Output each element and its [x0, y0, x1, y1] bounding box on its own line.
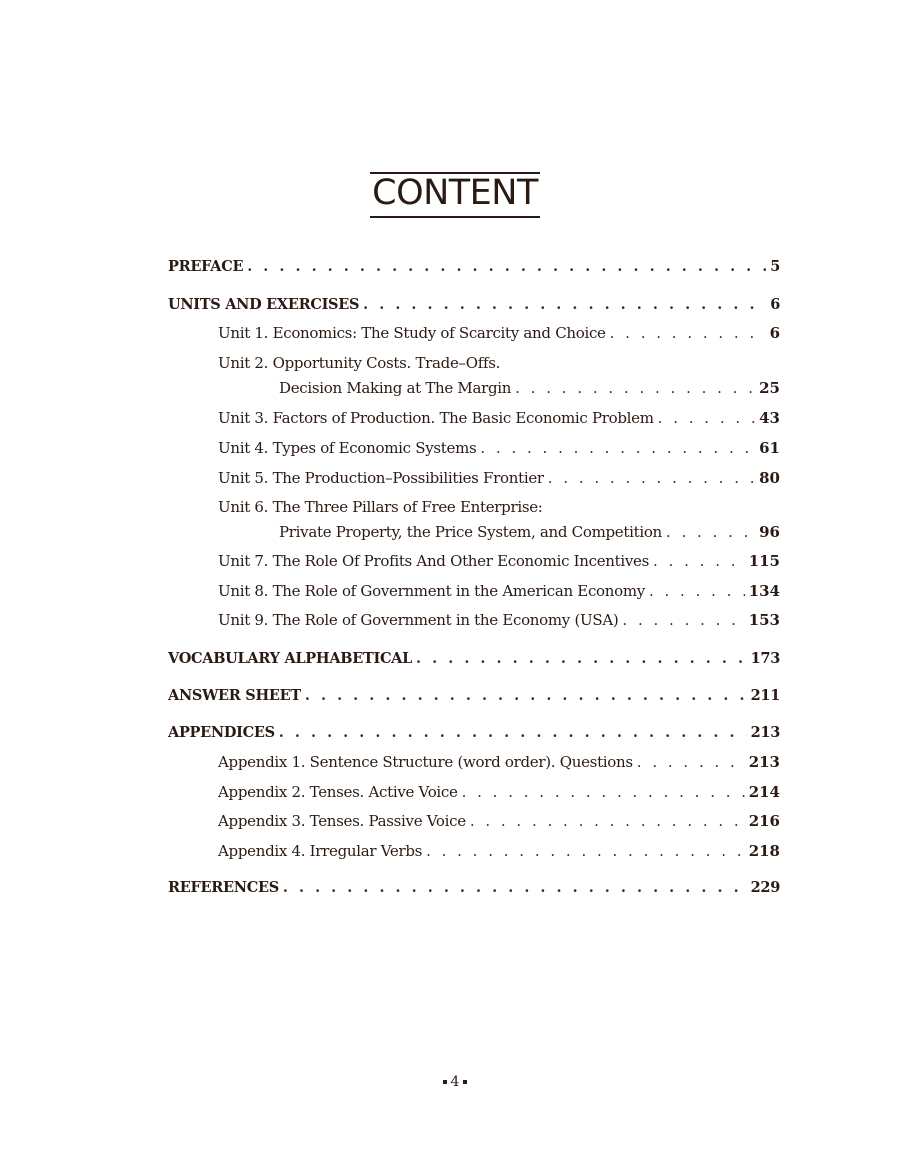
leader-dots: [416, 648, 747, 670]
toc-label: Appendix 3. Tenses. Passive Voice: [218, 812, 466, 830]
leader-dots: [515, 377, 755, 399]
leader-dots: [548, 467, 755, 489]
toc-page-number: 96: [759, 523, 780, 541]
toc-entry-vocabulary[interactable]: [168, 648, 780, 670]
toc-page-number: 115: [748, 552, 780, 570]
toc-entry-unit-2[interactable]: [168, 377, 780, 399]
toc-label: Appendix 2. Tenses. Active Voice: [218, 783, 458, 801]
toc-label: APPENDICES: [168, 724, 275, 741]
toc-page-number: 216: [748, 812, 780, 830]
toc-entry-appendices[interactable]: [168, 722, 780, 744]
leader-dots: [653, 550, 745, 572]
toc-entry-unit-6[interactable]: [168, 521, 780, 543]
leader-dots: [283, 877, 747, 899]
toc-entry-preface[interactable]: [168, 256, 780, 278]
toc-entry-unit-4[interactable]: [168, 437, 780, 459]
toc-label: Appendix 4. Irregular Verbs: [218, 842, 423, 860]
toc-label: REFERENCES: [168, 879, 279, 896]
leader-dots: [305, 685, 747, 707]
toc-entry-appendix-2[interactable]: [168, 781, 780, 803]
toc-label: VOCABULARY ALPHABETICAL: [168, 650, 413, 667]
toc-entry-unit-3[interactable]: [168, 407, 780, 429]
toc-page-number: 134: [748, 582, 780, 600]
toc-label: Unit 5. The Production–Possibilities Frontier: [218, 469, 544, 487]
toc-entry-unit-5[interactable]: [168, 467, 780, 489]
toc-page-number: 61: [759, 439, 780, 457]
toc-page-number: 214: [748, 783, 780, 801]
toc-label: Unit 8. The Role of Government in the American Economy: [218, 582, 645, 600]
page-footer: [0, 1074, 910, 1090]
leader-dots: [622, 609, 744, 631]
toc-label: Unit 9. The Role of Government in the Economy (USA): [218, 611, 619, 629]
leader-dots: [363, 294, 766, 316]
leader-dots: [658, 407, 755, 429]
toc-entry-unit-7[interactable]: [168, 550, 780, 572]
toc-label: ANSWER SHEET: [168, 687, 301, 704]
page-title: CONTENT: [0, 172, 910, 218]
toc-page-number: 173: [750, 650, 780, 667]
leader-dots: [480, 437, 755, 459]
toc-page-number: 5: [770, 258, 780, 275]
leader-dots: [247, 256, 766, 278]
toc-entry-unit-2-line1: Unit 2. Opportunity Costs. Trade–Offs.: [218, 354, 501, 372]
toc-label: Unit 4. Types of Economic Systems: [218, 439, 477, 457]
toc-label: Decision Making at The Margin: [279, 379, 512, 397]
toc-entry-appendix-4[interactable]: [168, 840, 780, 862]
bullet-square-icon: [443, 1080, 447, 1084]
leader-dots: [426, 840, 745, 862]
toc-entry-appendix-1[interactable]: [168, 751, 780, 773]
toc-page-number: 6: [770, 296, 780, 313]
bullet-square-icon: [463, 1080, 467, 1084]
leader-dots: [649, 580, 745, 602]
toc-entry-unit-8[interactable]: [168, 580, 780, 602]
toc-entry-unit-1[interactable]: [168, 322, 780, 344]
toc-entry-unit-9[interactable]: [168, 609, 780, 631]
leader-dots: [610, 322, 766, 344]
toc-page-number: 153: [748, 611, 780, 629]
leader-dots: [666, 521, 755, 543]
leader-dots: [637, 751, 745, 773]
toc-page-number: 6: [769, 324, 780, 342]
leader-dots: [462, 781, 745, 803]
toc-entry-answer-sheet[interactable]: [168, 685, 780, 707]
toc-label: Unit 1. Economics: The Study of Scarcity and Choice: [218, 324, 606, 342]
toc-page-number: 218: [748, 842, 780, 860]
toc-page-number: 43: [759, 409, 780, 427]
toc-page-number: 213: [750, 724, 780, 741]
toc-page-number: 80: [759, 469, 780, 487]
toc-page-number: 25: [759, 379, 780, 397]
toc-entry-unit-6-line1: Unit 6. The Three Pillars of Free Enterprise:: [218, 498, 543, 516]
toc-page-number: 213: [748, 753, 780, 771]
leader-dots: [470, 810, 745, 832]
toc-label: Appendix 1. Sentence Structure (word order). Questions: [218, 753, 633, 771]
toc-entry-appendix-3[interactable]: [168, 810, 780, 832]
toc-page-number: 211: [750, 687, 780, 704]
toc-label: Unit 7. The Role Of Profits And Other Economic Incentives: [218, 552, 650, 570]
toc-entry-references[interactable]: [168, 877, 780, 899]
toc-label: PREFACE: [168, 258, 244, 275]
toc-page-number: 229: [750, 879, 780, 896]
toc-label: Unit 3. Factors of Production. The Basic Economic Problem: [218, 409, 654, 427]
toc-label: UNITS AND EXERCISES: [168, 296, 360, 313]
toc-entry-units[interactable]: [168, 294, 780, 316]
leader-dots: [279, 722, 747, 744]
toc-label: Private Property, the Price System, and Competition: [279, 523, 662, 541]
page-number: 4: [450, 1074, 460, 1090]
